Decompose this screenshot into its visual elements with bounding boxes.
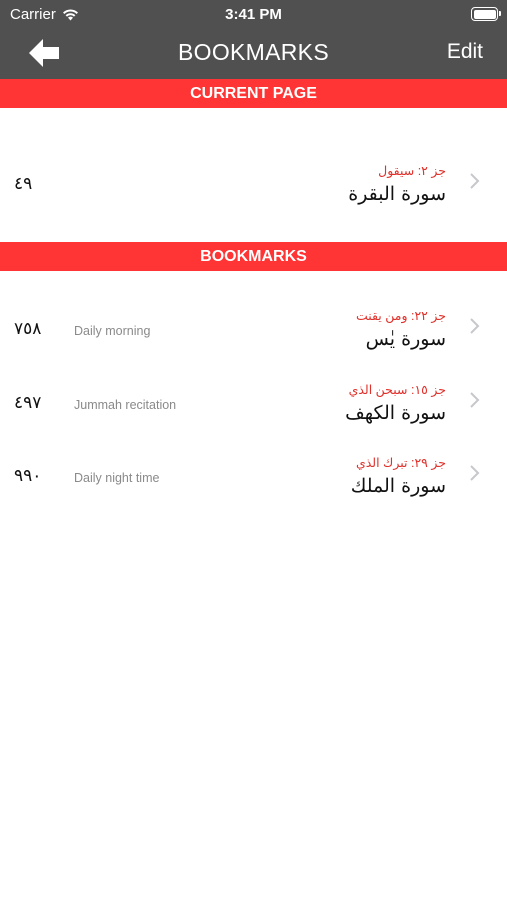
bookmark-note: Daily morning: [74, 324, 151, 338]
navigation-bar: [0, 28, 507, 79]
current-page-row[interactable]: [0, 145, 507, 217]
status-time: 3:41 PM: [225, 6, 282, 23]
surah-name: سورة الملك: [350, 475, 446, 497]
surah-name: سورة الكهف: [345, 402, 446, 424]
chevron-right-icon: [469, 391, 481, 409]
juz-label: جز ١٥: سبحن الذي: [348, 383, 446, 397]
juz-label: جز ٢٢: ومن يقنت: [355, 309, 446, 323]
bookmark-row[interactable]: [0, 437, 507, 509]
surah-name: سورة يٰس: [365, 328, 446, 350]
page-number: ٧٥٨: [14, 319, 42, 339]
chevron-right-icon: [469, 317, 481, 335]
page-number: ٤٩٧: [14, 393, 42, 413]
carrier-label: Carrier: [10, 6, 56, 23]
juz-label: جز ٢: سيقول: [378, 164, 446, 178]
chevron-right-icon: [469, 172, 481, 190]
page-number: ٤٩: [14, 174, 33, 194]
bookmark-row[interactable]: [0, 290, 507, 362]
bookmark-note: Jummah recitation: [74, 398, 177, 412]
page-title: BOOKMARKS: [178, 39, 329, 65]
edit-button[interactable]: Edit: [446, 40, 483, 63]
chevron-right-icon: [469, 464, 481, 482]
battery-level: [474, 10, 496, 19]
bookmark-row[interactable]: [0, 364, 507, 436]
section-header-current-page: CURRENT PAGE: [0, 79, 507, 108]
page-number: ٩٩٠: [14, 466, 42, 486]
juz-label: جز ٢٩: تبرك الذي: [355, 456, 446, 470]
section-header-bookmarks: BOOKMARKS: [0, 242, 507, 271]
battery-icon: [471, 7, 498, 21]
surah-name: سورة البقرة: [348, 183, 446, 205]
status-bar: [0, 0, 507, 28]
bookmark-note: Daily night time: [74, 471, 160, 485]
